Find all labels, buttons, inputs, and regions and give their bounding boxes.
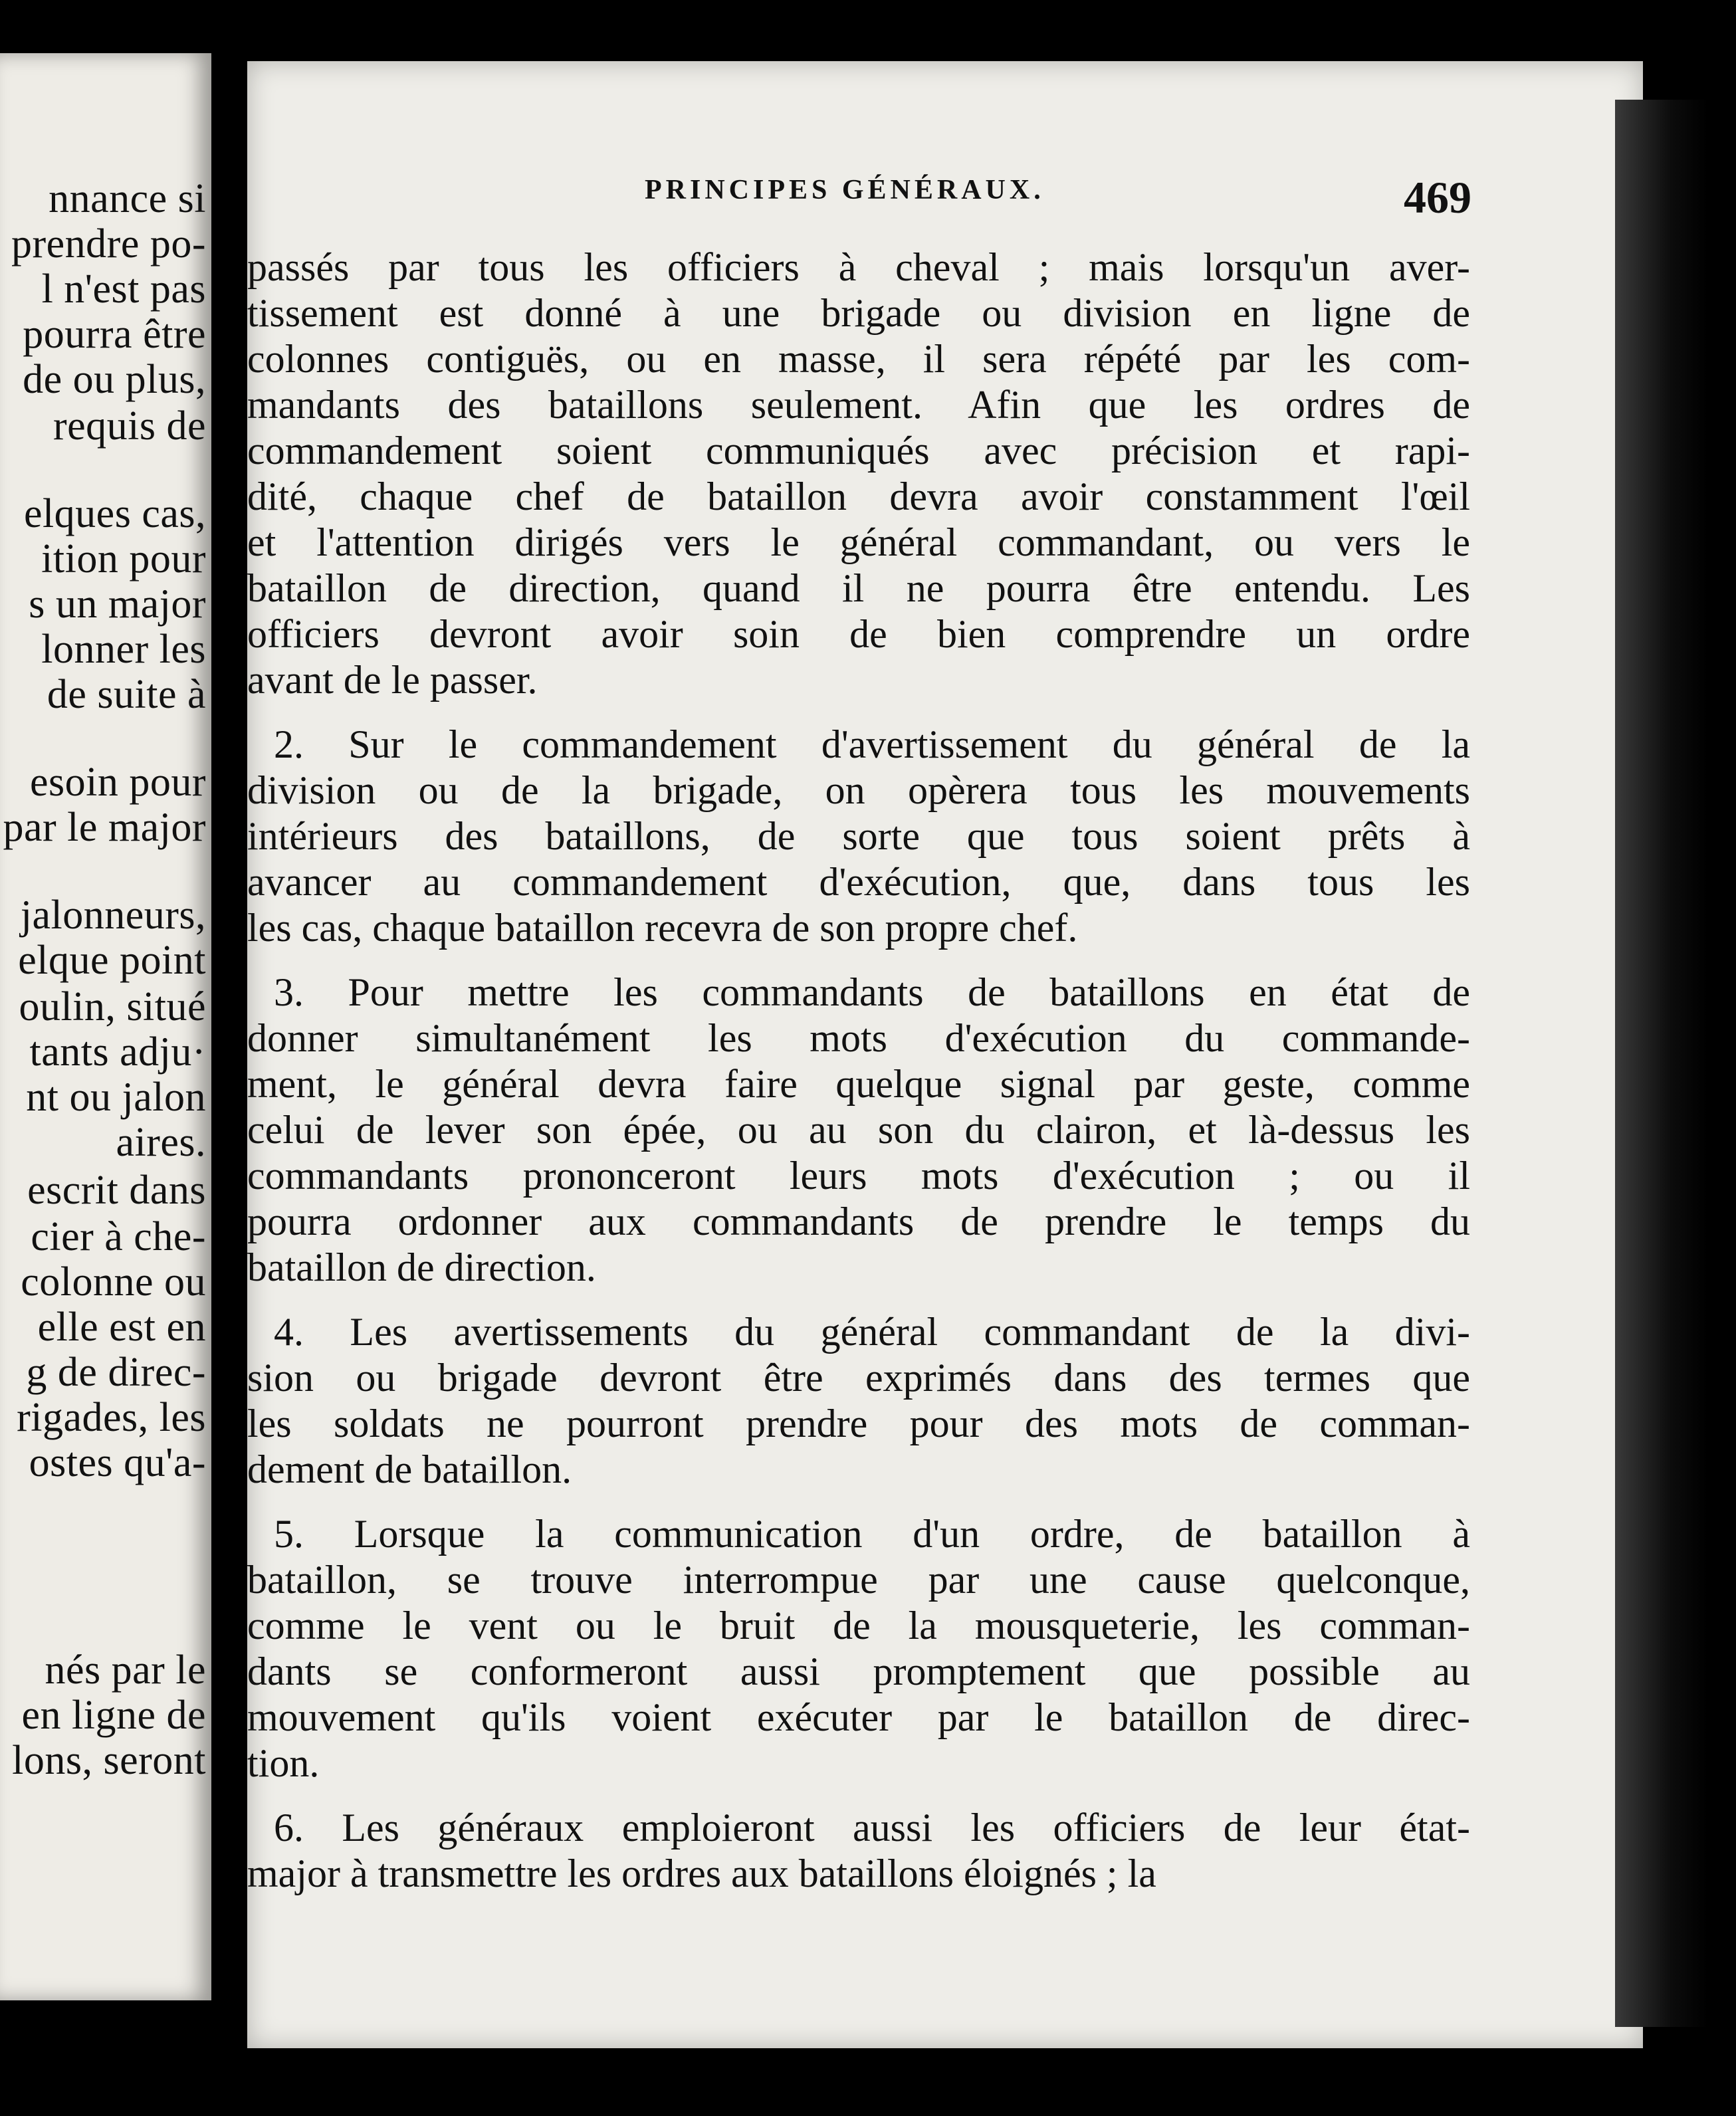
left-page-line: escrit dans (27, 1168, 206, 1213)
left-page-line: oulin, situé (19, 984, 206, 1029)
text-line: 4. Les avertissements du général commandant de la divi- (274, 1310, 1470, 1354)
paragraph (247, 722, 1470, 951)
text-line: officiers devront avoir soin de bien comprendre un ordre (247, 612, 1470, 656)
left-page-line: pourra être (23, 312, 206, 357)
page-edge-shadow (1615, 100, 1708, 2027)
text-line: pourra ordonner aux commandants de prendre le temps du (247, 1200, 1470, 1243)
paragraph (247, 1805, 1470, 1897)
paragraph-spacer (247, 951, 1470, 970)
text-line: dants se conformeront aussi promptement que possible au (247, 1649, 1470, 1693)
page-number: 469 (1404, 172, 1471, 223)
left-page-line: nt ou jalon (26, 1075, 206, 1120)
left-page-line: elle est en (37, 1305, 206, 1350)
text-line: colonnes contiguës, ou en masse, il sera répété par les com- (247, 337, 1470, 381)
paragraph-spacer (247, 1291, 1470, 1309)
paragraph-spacer (247, 1493, 1470, 1511)
paragraph (247, 1309, 1470, 1493)
text-line: avancer au commandement d'exécution, que, dans tous les (247, 860, 1470, 904)
text-line: 5. Lorsque la communication d'un ordre, de bataillon à (274, 1512, 1470, 1556)
text-line: et l'attention dirigés vers le général commandant, ou vers le (247, 520, 1470, 564)
left-page-line: prendre po- (11, 221, 206, 266)
previous-page-fragment (0, 53, 211, 2000)
text-line: 3. Pour mettre les commandants de bataillons en état de (274, 970, 1470, 1014)
text-line: les cas, chaque bataillon recevra de son propre chef. (247, 906, 1078, 950)
text-line: ment, le général devra faire quelque signal par geste, comme (247, 1062, 1470, 1106)
left-page-line: rigades, les (17, 1395, 206, 1440)
text-line: donner simultanément les mots d'exécution du commande- (247, 1016, 1470, 1060)
left-page-line: en ligne de (21, 1693, 206, 1738)
text-line: passés par tous les officiers à cheval ; mais lorsqu'un aver- (247, 245, 1470, 289)
text-line: 6. Les généraux emploieront aussi les officiers de leur état- (274, 1806, 1470, 1850)
left-page-line: de suite à (47, 672, 206, 717)
text-line: division ou de la brigade, on opèrera tous les mouvements (247, 768, 1470, 812)
text-line: sion ou brigade devront être exprimés dans des termes que (247, 1356, 1470, 1400)
text-line: celui de lever son épée, ou au son du clairon, et là-dessus les (247, 1108, 1470, 1152)
text-line: commandement soient communiqués avec précision et rapi- (247, 429, 1470, 473)
left-page-line: s un major (29, 582, 206, 627)
text-line: avant de le passer. (247, 658, 538, 702)
text-line: comme le vent ou le bruit de la mousqueterie, les comman- (247, 1604, 1470, 1647)
body-text (247, 245, 1470, 1897)
text-line: dement de bataillon. (247, 1447, 572, 1491)
paragraph (247, 970, 1470, 1291)
book-gutter (211, 40, 249, 2034)
left-page-line: nnance si (49, 176, 206, 221)
left-page-line: colonne ou (21, 1259, 206, 1305)
paragraph (247, 245, 1470, 703)
left-page-line: jalonneurs, (20, 893, 206, 938)
text-line: les soldats ne pourront prendre pour des mots de comman- (247, 1402, 1470, 1445)
left-page-line: l n'est pas (41, 266, 206, 312)
left-page-line: aires. (116, 1120, 206, 1165)
text-line: bataillon de direction, quand il ne pourra être entendu. Les (247, 566, 1470, 610)
left-page-line: de ou plus, (23, 357, 206, 402)
text-line: dité, chaque chef de bataillon devra avoir constamment l'œil (247, 475, 1470, 518)
left-page-line: elque point (18, 938, 206, 983)
paragraph (247, 1511, 1470, 1786)
left-page-line: requis de (53, 403, 206, 449)
left-page-line: ition pour (41, 536, 206, 582)
paragraph-spacer (247, 703, 1470, 722)
text-line: mouvement qu'ils voient exécuter par le bataillon de direc- (247, 1695, 1470, 1739)
text-line: 2. Sur le commandement d'avertissement du général de la (274, 722, 1470, 766)
left-page-line: ostes qu'a- (29, 1440, 206, 1485)
text-line: commandants prononceront leurs mots d'exécution ; ou il (247, 1154, 1470, 1198)
left-page-line: par le major (3, 805, 206, 850)
text-line: intérieurs des bataillons, de sorte que tous soient prêts à (247, 814, 1470, 858)
running-head: PRINCIPES GÉNÉRAUX. (645, 175, 1045, 205)
left-page-line: lonner les (41, 627, 206, 672)
text-line: bataillon de direction. (247, 1245, 596, 1289)
left-page-line: elques cas, (23, 491, 206, 536)
left-page-line: lons, seront (12, 1738, 206, 1783)
left-page-line: nés par le (45, 1647, 206, 1693)
text-line: tion. (247, 1741, 320, 1785)
left-page-line: g de direc- (26, 1350, 206, 1395)
text-line: tissement est donné à une brigade ou division en ligne de (247, 291, 1470, 335)
paragraph-spacer (247, 1786, 1470, 1805)
text-line: bataillon, se trouve interrompue par une cause quelconque, (247, 1558, 1470, 1602)
text-line: mandants des bataillons seulement. Afin que les ordres de (247, 383, 1470, 427)
left-page-line: esoin pour (29, 760, 206, 805)
left-page-line: tants adju· (29, 1029, 206, 1075)
text-line: major à transmettre les ordres aux bataillons éloignés ; la (247, 1852, 1156, 1895)
left-page-line: cier à che- (31, 1214, 206, 1259)
